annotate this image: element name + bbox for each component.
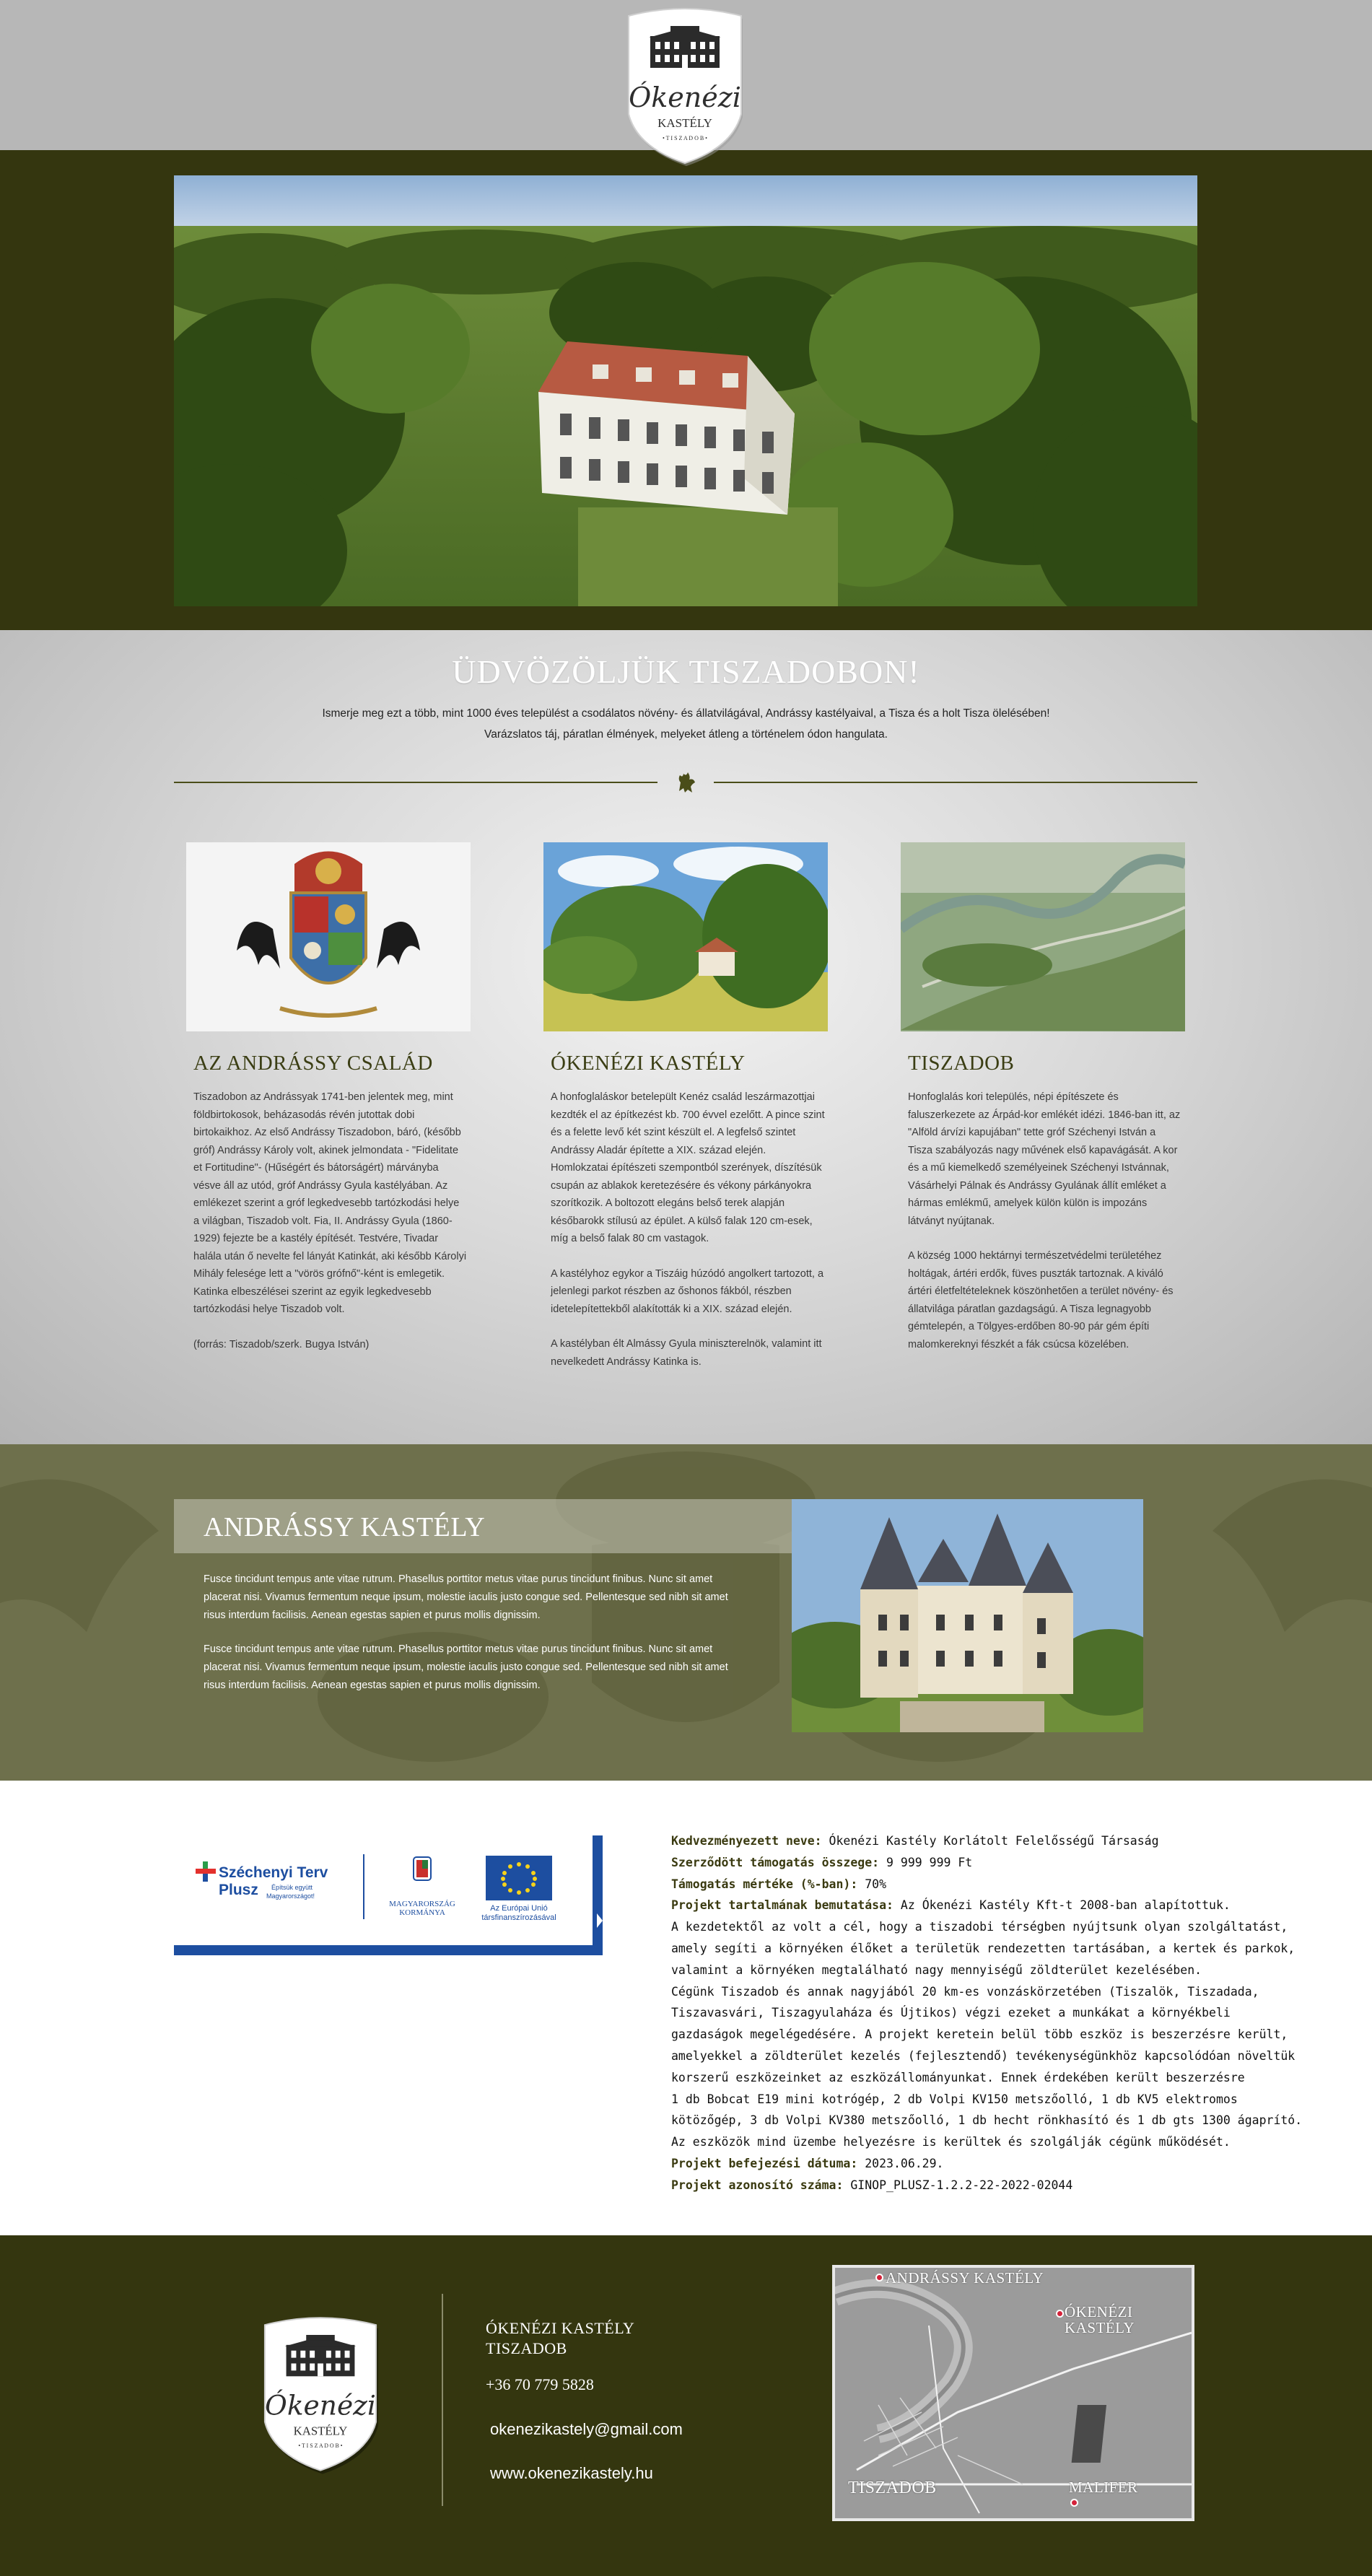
fund-tagline2: Magyarországot! [266,1892,315,1900]
logo-script: Ókenézi [629,82,741,113]
welcome-subtitle [217,703,1155,745]
fund-eu1: Az Európai Unió [490,1904,548,1913]
project-id-label: Projekt azonosító száma: [671,2178,844,2192]
andrassy-paragraph-1: Fusce tincidunt tempus ante vitae rutrum. Phasellus porttitor metus vitae purus tincidunt finibus. Nunc sit amet placerat nisi. Vivamus fermentum neque ipsum, molestie iaculis justo congue sed. Pellentesque sed nibh sit amet risus interdum facilisis. Aenean egestas sapien et purus mollis dignissim. [204,1573,728,1621]
project-id-value: GINOP_PLUSZ-1.2.2-22-2022-02044 [843,2178,1073,2192]
location-map[interactable] [832,2265,1194,2521]
project-description-line: Tiszavasvári, Tiszagyulaháza és Újtikos) végzi ezeket a munkákat a környékbeli [671,2006,1231,2020]
project-description-line: valamint a környéken megtalálható nagy mennyiségű zöldterület kezelésében. [671,1962,1202,1977]
map-label-tiszadob: TISZADOB [848,2479,937,2497]
footer-name-line-1: ÓKENÉZI KASTÉLY [486,2319,635,2337]
project-description-line: A kezdetektől az volt a cél, hogy a tiszadobi térségben nyújtsunk olyan szolgáltatást, [671,1920,1288,1934]
divider-line-left [174,782,657,783]
column-paragraph: A kastélyban élt Almássy Gyula miniszterelnök, valamint itt nevelkedett Andrássy Katinka is. [551,1338,822,1368]
column-paragraph: Honfoglalás kori település, népi építészete és faluszerkezete az Árpád-kor emlékét idézi. 1846-ban itt, az "Alföld árvízi kapujában" tette gróf Széchenyi István a Tisza szabályozás nagy művének első kapavágását. A kor és a mű kiemelkedő személyeinek Széchenyi Istvánnak, Vásárhelyi Pálnak és Andrássy Gyulának állít emléket a hármas emlékmű, amelyek külön külön is impozáns látványt nyújtanak. [908,1091,1181,1227]
footer-divider [442,2294,443,2506]
column-andrassy-family [186,842,471,1353]
column-title: TISZADOB [908,1052,1015,1075]
project-description-line: Cégünk Tiszadob és annak nagyjából 20 km-es vonzáskörzetében (Tiszalök, Tiszadada, [671,1984,1259,1999]
footer-logo-sub: KASTÉLY [293,2424,348,2438]
column-paragraph: A község 1000 hektárnyi természetvédelmi területéhez holtágak, ártéri erdők, füves puszták tartoznak. A kiváló ártéri életfeltételeknek köszönhetően a terület növény- és állatvilága páratlan gazdagságú. A Tisza legnagyobb gémtelepén, a Tölgyes-erdőben 80-90 pár gém építi malomkereknyi fészkét a fák csúcsa közelében. [908,1250,1174,1350]
section-divider [174,769,1197,795]
griffin-crest-icon [673,769,699,795]
fund-eu2: társfinanszírozásával [481,1913,556,1922]
project-description-line: gazdaságok megelégedésére. A projekt keretein belül több eszköz is beszerzésre került, [671,2027,1288,2042]
project-description-line: 1 db Bobcat E19 mini kotrógép, 2 db Volpi KV150 metszőolló, 1 db KV5 elektromos [671,2092,1238,2106]
column-tiszadob [901,842,1185,1353]
logo-sub: KASTÉLY [657,116,712,130]
beneficiary-value: Ókenézi Kastély Korlátolt Felelősségű Társaság [821,1834,1159,1848]
map-label-okenezi-2: KASTÉLY [1065,2319,1135,2336]
footer-logo[interactable] [261,2314,380,2474]
project-description-line: Az eszközök mind üzembe helyezésre is kerültek és szolgálják cégünk működését. [671,2135,1231,2149]
welcome-title: ÜDVÖZÖLJÜK TISZADOBON! [452,653,920,690]
map-label-andrassy: ANDRÁSSY KASTÉLY [886,2269,1044,2287]
funding-details [671,1830,1321,2196]
andrassy-title: ANDRÁSSY KASTÉLY [204,1512,486,1542]
amount-value: 9 999 999 Ft [879,1855,973,1869]
map-label-okenezi [1065,2304,1135,2336]
column-source: (forrás: Tiszadob/szerk. Bugya István) [193,1338,370,1350]
map-pin-andrassy[interactable] [875,2274,883,2282]
footer-company-name [486,2318,634,2359]
andrassy-paragraph-2: Fusce tincidunt tempus ante vitae rutrum. Phasellus porttitor metus vitae purus tincidunt finibus. Nunc sit amet placerat nisi. Vivamus fermentum neque ipsum, molestie iaculis justo congue sed. Pellentesque sed nibh sit amet risus interdum facilisis. Aenean egestas sapien et purus mollis dignissim. [204,1643,728,1691]
amount-label: Szerződött támogatás összege: [671,1855,880,1869]
project-content-value: Az Ókenézi Kastély Kft-t 2008-ban alapítottuk. [893,1898,1231,1913]
footer-logo-script: Ókenézi [265,2389,376,2422]
project-description-line: korszerű eszközeinket az eszközállományunkat. Ennek érdekében került beszerzésre [671,2070,1245,2084]
map-pin-malifer[interactable] [1070,2499,1078,2507]
szechenyi-funding-logo[interactable] [174,1835,607,1958]
welcome-line-2: Varázslatos táj, páratlan élmények, melyeket átleng a történelem ódon hangulata. [484,728,888,741]
column-paragraph: Tiszadobon az Andrássyak 1741-ben jelentek meg, mint földbirtokosok, beházasodás révén jutottak dobi birtokaikhoz. Az első Andrássy Tiszadobon, báró, (később gróf) Andrássy Károly volt, akinek jelmondata - "Fidelitate et Fortitudine"- (Hűségért és bátorságért) márványba vésve áll az utód, gróf Andrássy Gyula kastélyában. Az emlékezet szerint a gróf legkedvesebb tartózkodási helye a világban, Tiszadob volt. Fia, II. Andrássy Gyula (1860-1929) fejezte be a kastély építését. Testvére, Tivadar halála után ő nevelte fel lányát Katinkát, aki később Károlyi Mihály felesége lett a "vörös grófnő"-ként is emlegetik. Katinka elbeszélései szerint az egyik legkedvesebb tartózkodási helye Tiszadob volt. [193,1091,467,1315]
column-paragraph: A kastélyhoz egykor a Tiszáig húzódó angolkert tartozott, a jelenlegi parkot részben az őshonos fákból, részben idetelepítettekből alakították ki a XIX. század elején. [551,1267,824,1315]
footer-website-link[interactable]: www.okenezikastely.hu [490,2464,653,2482]
end-date-label: Projekt befejezési dátuma: [671,2156,858,2170]
column-okenezi-castle [543,842,828,1371]
divider-line-right [714,782,1197,783]
footer-email-link[interactable]: okenezikastely@gmail.com [490,2420,683,2438]
footer-logo-place: • T I S Z A D O B • [298,2442,343,2450]
fund-tagline1: Építsük együtt [271,1884,313,1891]
coat-of-arms-image [186,842,471,1031]
project-description-line: amelyekkel a zöldterület kezelés (fejlesztendő) tevékenységünkhöz kapcsolódóan növeltük [671,2048,1295,2063]
column-paragraph: A honfoglaláskor betelepült Kenéz család leszármazottjai kezdték el az építkezést kb. 700 évvel ezelőtt. A pince szint és a felette levő két szint készült el. A legfelső szintet Andrássy Aladár építette a XIX. század elején. Homlokzatai építészeti szempontból szerények, díszítésük csupán az ablakok keretezésére és vékony párkányokra szorítkozik. A boltozott elegáns belső terek alapján későbarokk stílusú az épület. A külső falak 120 cm-esek, míg a belső falak 80 cm vastagok. [551,1091,825,1244]
okenezi-castle-image [543,842,828,1031]
beneficiary-label: Kedvezményezett neve: [671,1834,822,1848]
project-description-line: amely segíti a környéken élőket a területük rendezetten tartásában, a kertek és parkok, [671,1941,1295,1955]
project-content-label: Projekt tartalmának bemutatása: [671,1898,893,1913]
rate-value: 70% [857,1877,887,1891]
welcome-line-1: Ismerje meg ezt a több, mint 1000 éves települést a csodálatos növény- és állatvilágával, Andrássy kastélyaival, a Tisza és a holt Tisza ölelésében! [322,707,1050,720]
fund-program: Széchenyi Terv [219,1864,328,1881]
column-title: ÓKENÉZI KASTÉLY [551,1052,746,1075]
tiszadob-aerial-image [901,842,1185,1031]
andrassy-castle-photo [792,1499,1143,1732]
end-date-value: 2023.06.29. [857,2156,944,2170]
project-description-line: kötözőgép, 3 db Volpi KV380 metszőolló, 1 db hecht rönkhasító és 1 db gts 1300 ágaprító. [671,2113,1303,2128]
logo-place: • T I S Z A D O B • [663,135,707,141]
fund-program2: Plusz [219,1882,258,1898]
footer-name-line-2: TISZADOB [486,2339,567,2357]
fund-gov2: KORMÁNYA [399,1908,445,1917]
footer-phone-link[interactable]: +36 70 779 5828 [486,2375,594,2393]
hero-manor-photo [174,175,1197,606]
map-label-okenezi-1: ÓKENÉZI [1065,2303,1133,2320]
column-title: AZ ANDRÁSSY CSALÁD [193,1052,433,1075]
map-label-malifer: MALIFER [1069,2479,1138,2496]
rate-label: Támogatás mértéke (%-ban): [671,1877,858,1891]
map-pin-okenezi[interactable] [1056,2310,1064,2318]
site-logo[interactable] [624,6,746,166]
fund-gov1: MAGYARORSZÁG [389,1900,455,1908]
